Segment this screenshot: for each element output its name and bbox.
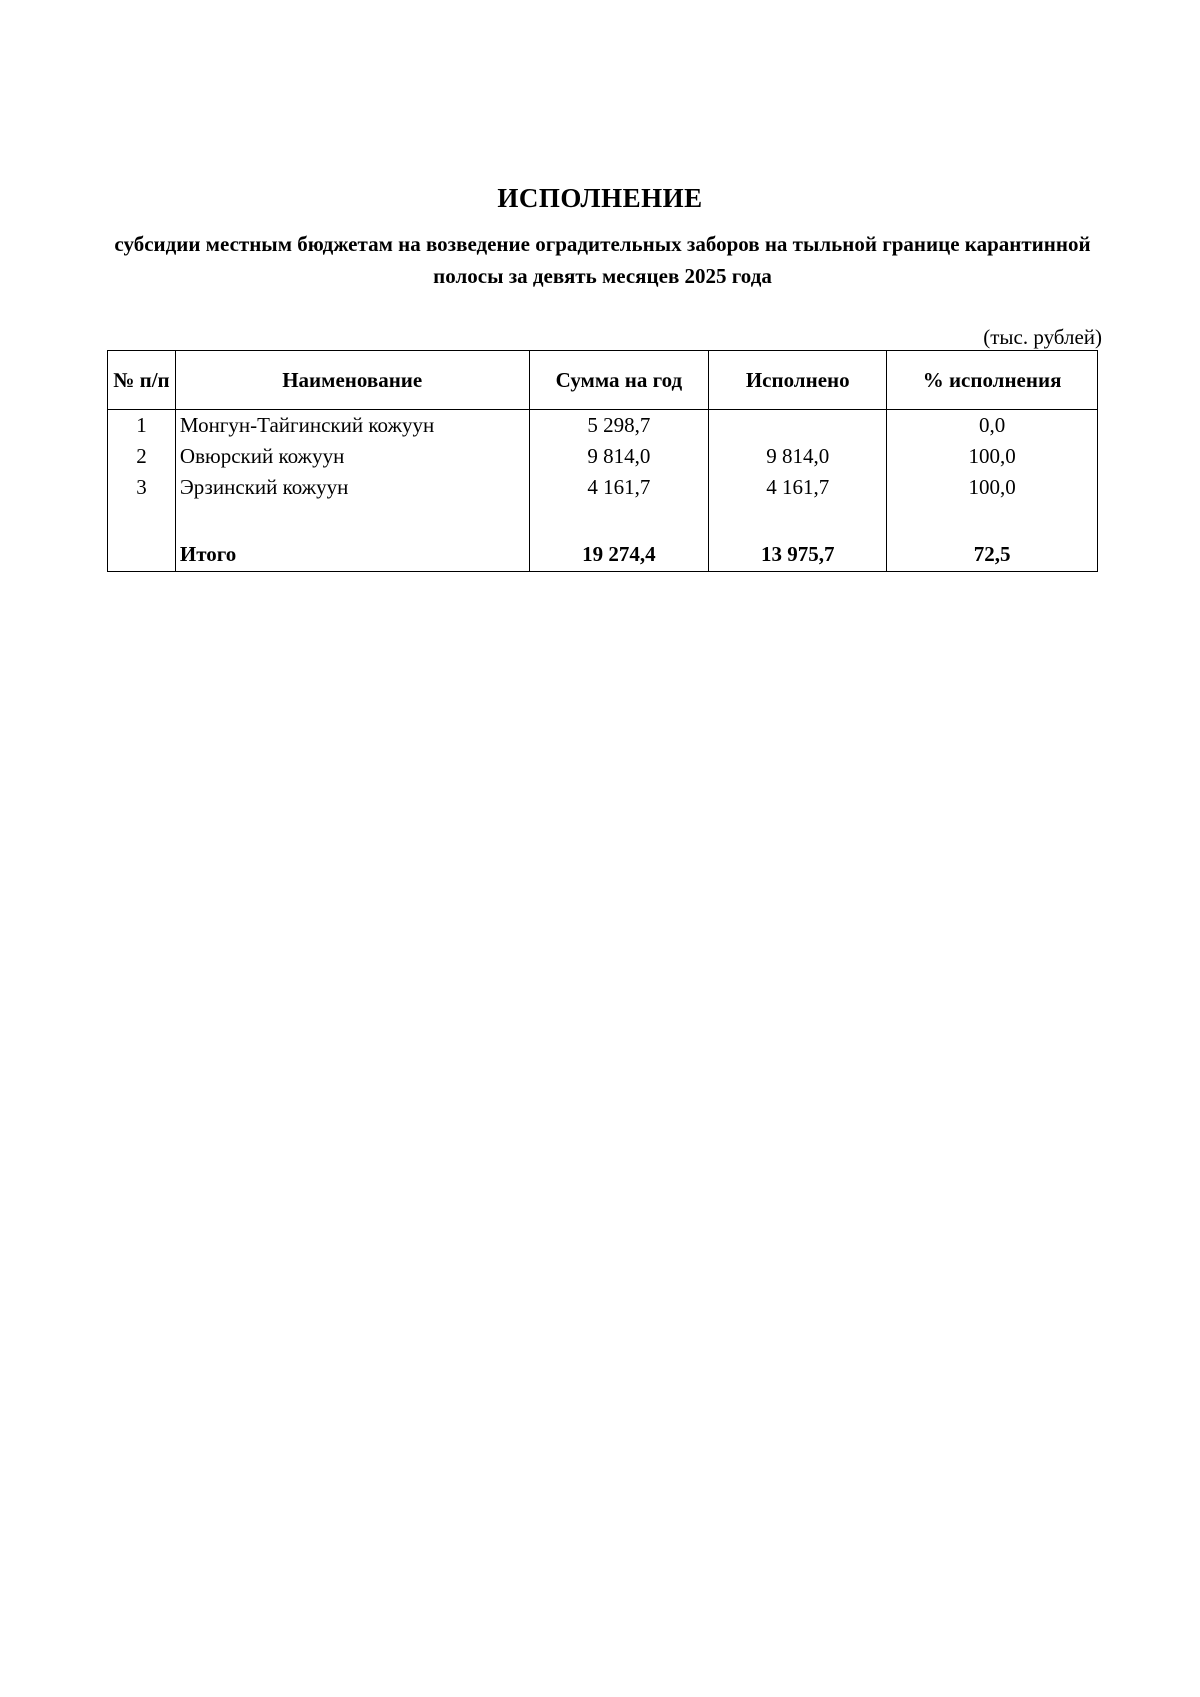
row-name: Монгун-Тайгинский кожуун [175, 410, 529, 442]
table-row [108, 441, 1098, 472]
execution-table [107, 350, 1098, 572]
total-num [108, 537, 176, 572]
spacer-cell [529, 503, 709, 537]
row-done: 4 161,7 [709, 472, 887, 503]
document-title: ИСПОЛНЕНИЕ [497, 183, 703, 213]
row-pct: 100,0 [887, 472, 1098, 503]
spacer-cell [887, 503, 1098, 537]
row-done [709, 410, 887, 442]
row-pct: 100,0 [887, 441, 1098, 472]
table-total-row [108, 537, 1098, 572]
row-name: Овюрский кожуун [175, 441, 529, 472]
row-name: Эрзинский кожуун [175, 472, 529, 503]
row-num: 3 [108, 472, 176, 503]
spacer-cell [709, 503, 887, 537]
total-sum: 19 274,4 [529, 537, 709, 572]
total-label: Итого [175, 537, 529, 572]
total-done: 13 975,7 [709, 537, 887, 572]
table-row [108, 472, 1098, 503]
row-done: 9 814,0 [709, 441, 887, 472]
header-name: Наименование [175, 351, 529, 410]
table-row [108, 410, 1098, 442]
spacer-cell [108, 503, 176, 537]
row-num: 1 [108, 410, 176, 442]
document-subtitle: субсидии местным бюджетам на возведение оградительных заборов на тыльной границе карантинной полосы за девять месяцев 2025 года [114, 232, 1091, 288]
table-spacer-row [108, 503, 1098, 537]
spacer-cell [175, 503, 529, 537]
row-pct: 0,0 [887, 410, 1098, 442]
units-label: (тыс. рублей) [983, 325, 1102, 349]
total-pct: 72,5 [887, 537, 1098, 572]
table-header-row [108, 351, 1098, 410]
header-sum: Сумма на год [529, 351, 709, 410]
row-sum: 5 298,7 [529, 410, 709, 442]
header-pct: % исполнения [887, 351, 1098, 410]
header-done: Исполнено [709, 351, 887, 410]
row-sum: 4 161,7 [529, 472, 709, 503]
row-sum: 9 814,0 [529, 441, 709, 472]
row-num: 2 [108, 441, 176, 472]
header-num: № п/п [108, 351, 176, 410]
